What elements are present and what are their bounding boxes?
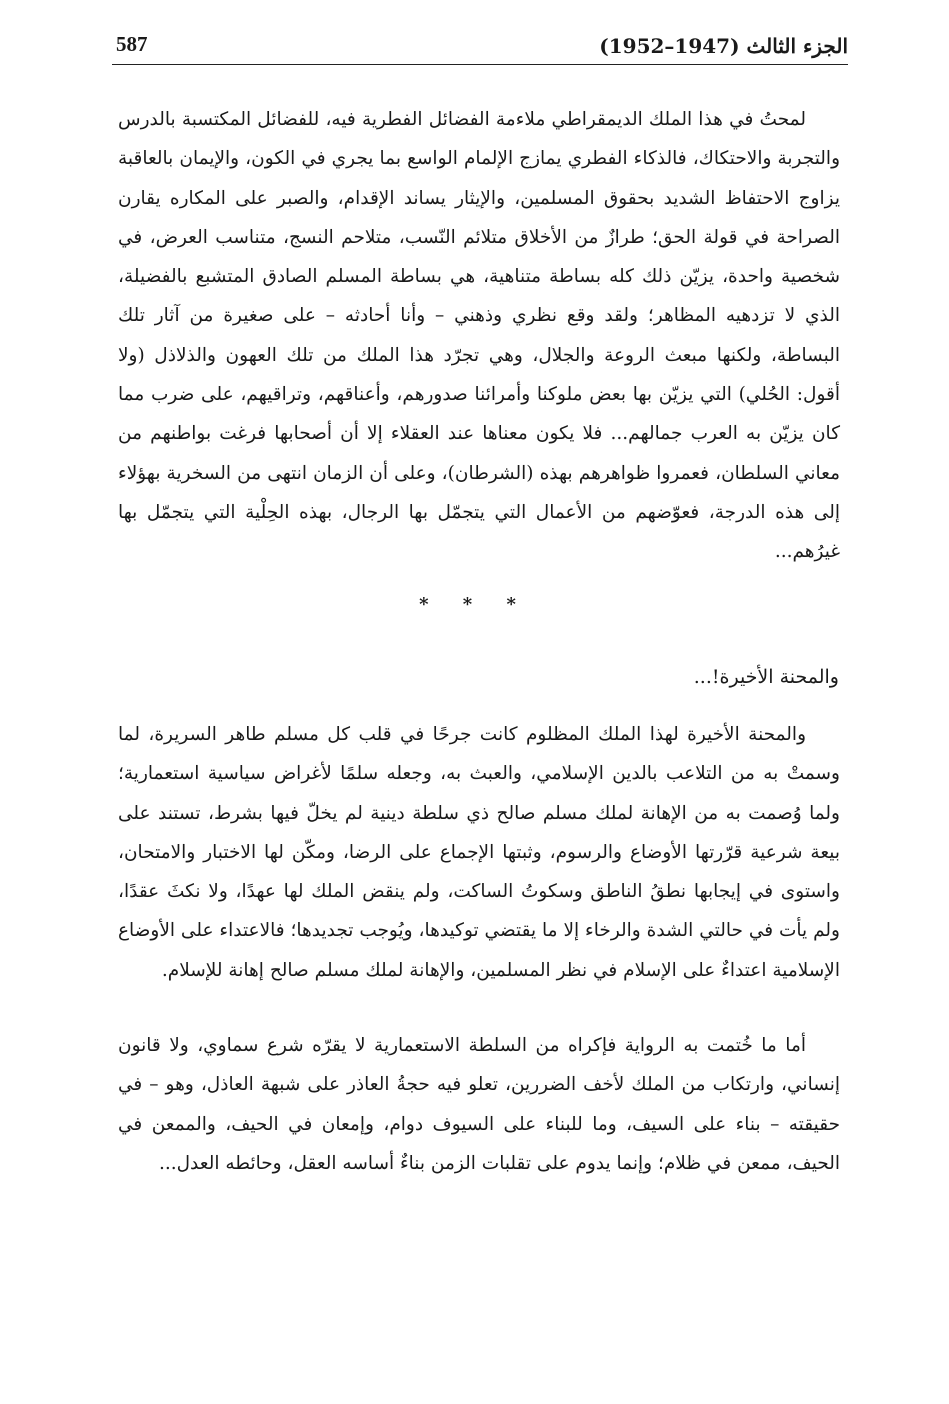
paragraph-2: والمحنة الأخيرة لهذا الملك المظلوم كانت جرحًا في قلب كل مسلم طاهر السريرة، لما وسمتْ به من التلاعب بالدين الإسلامي، والعبث به، وجعله سلمًا لأغراض سياسية استعمارية؛ ولما وُصمت به من الإهانة لملك مسلم صالح ذي سلطة دينية لم يخلّ فيها بشرط، تستند على بيعة شرعية قرّرتها الأوضاع والرسوم، وثبتها الإجماع على الرضا، ومكّن لها الاختبار والامتحان، واستوى في إيجابها نطقُ الناطق وسكوتُ الساكت، ولم ينقض الملك لها عهدًا، ولا نكثَ عقدًا، ولم يأت في حالتي الشدة والرخاء إلا ما يقتضي توكيدها، ويُوجب تجديدها؛ فالاعتداء على الأوضاع الإسلامية اعتداءٌ على الإسلام في نظر المسلمين، والإهانة لملك مسلم صالح إهانة للإسلام. (118, 724, 840, 981)
page-number: 587 (116, 32, 148, 56)
paragraph-1: لمحتُ في هذا الملك الديمقراطي ملاءمة الفضائل الفطرية فيه، للفضائل المكتسبة بالدرس والتجربة والاحتكاك، فالذكاء الفطري يمازج الإلمام الواسع بما يجري في الكون، والإيمان بالعاقبة يزاوج الاحتفاظ الشديد بحقوق المسلمين، والإيثار يساند الإقدام، والصبر على المكاره يقارن الصراحة في قولة الحق؛ طرازٌ من الأخلاق متلائم النّسب، متلاحم النسج، متناسب العرض، في شخصية واحدة، يزيّن ذلك كله بساطة متناهية، هي بساطة المسلم الصادق المتشبع بالفضيلة، الذي لا تزدهيه المظاهر؛ ولقد وقع نظري وذهني – وأنا أحادثه – على صغيرة من آثار تلك البساطة، ولكنها مبعث الروعة والجلال، وهي تجرّد هذا الملك من تلك العهون والذلاذل (ولا أقول: الحُلي) التي يزيّن بها بعض ملوكنا وأمرائنا صدورهم، وأعناقهم، وتراقيهم، على ضرب مما كان يزيّن به العرب جمالهم... فلا يكون معناها عند العقلاء إلا أن أصحابها فرغت بواطنهم من معاني السلطان، فعمروا ظواهرهم بهذه (الشرطان)، وعلى أن الزمان انتهى من السخرية بهؤلاء إلى هذه الدرجة، فعوّضهم من الأعمال التي يتجمّل بها الرجال، بهذه الحِلْية التي يتجمّل بها غيرُهم... (118, 109, 840, 563)
page-header (112, 30, 848, 66)
section-heading: والمحنة الأخيرة!... (693, 666, 839, 688)
header-rule (112, 64, 848, 65)
section-separator: * * * (419, 594, 530, 615)
paragraph-3: أما ما خُتمت به الرواية فإكراه من السلطة الاستعمارية لا يقرّه شرع سماوي، ولا قانون إنساني، وارتكاب من الملك لأخف الضررين، تعلو فيه حجةُ العاذر على شبهة العاذل، وهو – في حقيقته – بناء على السيف، وما للبناء على السيوف دوام، وإمعان في الحيف، والممعن في الحيف، ممعن في ظلام؛ وإنما يدوم على تقلبات الزمن بناءٌ أساسه العقل، وحائطه العدل... (118, 1035, 840, 1174)
running-title: الجزء الثالث (1947–1952) (599, 34, 848, 58)
